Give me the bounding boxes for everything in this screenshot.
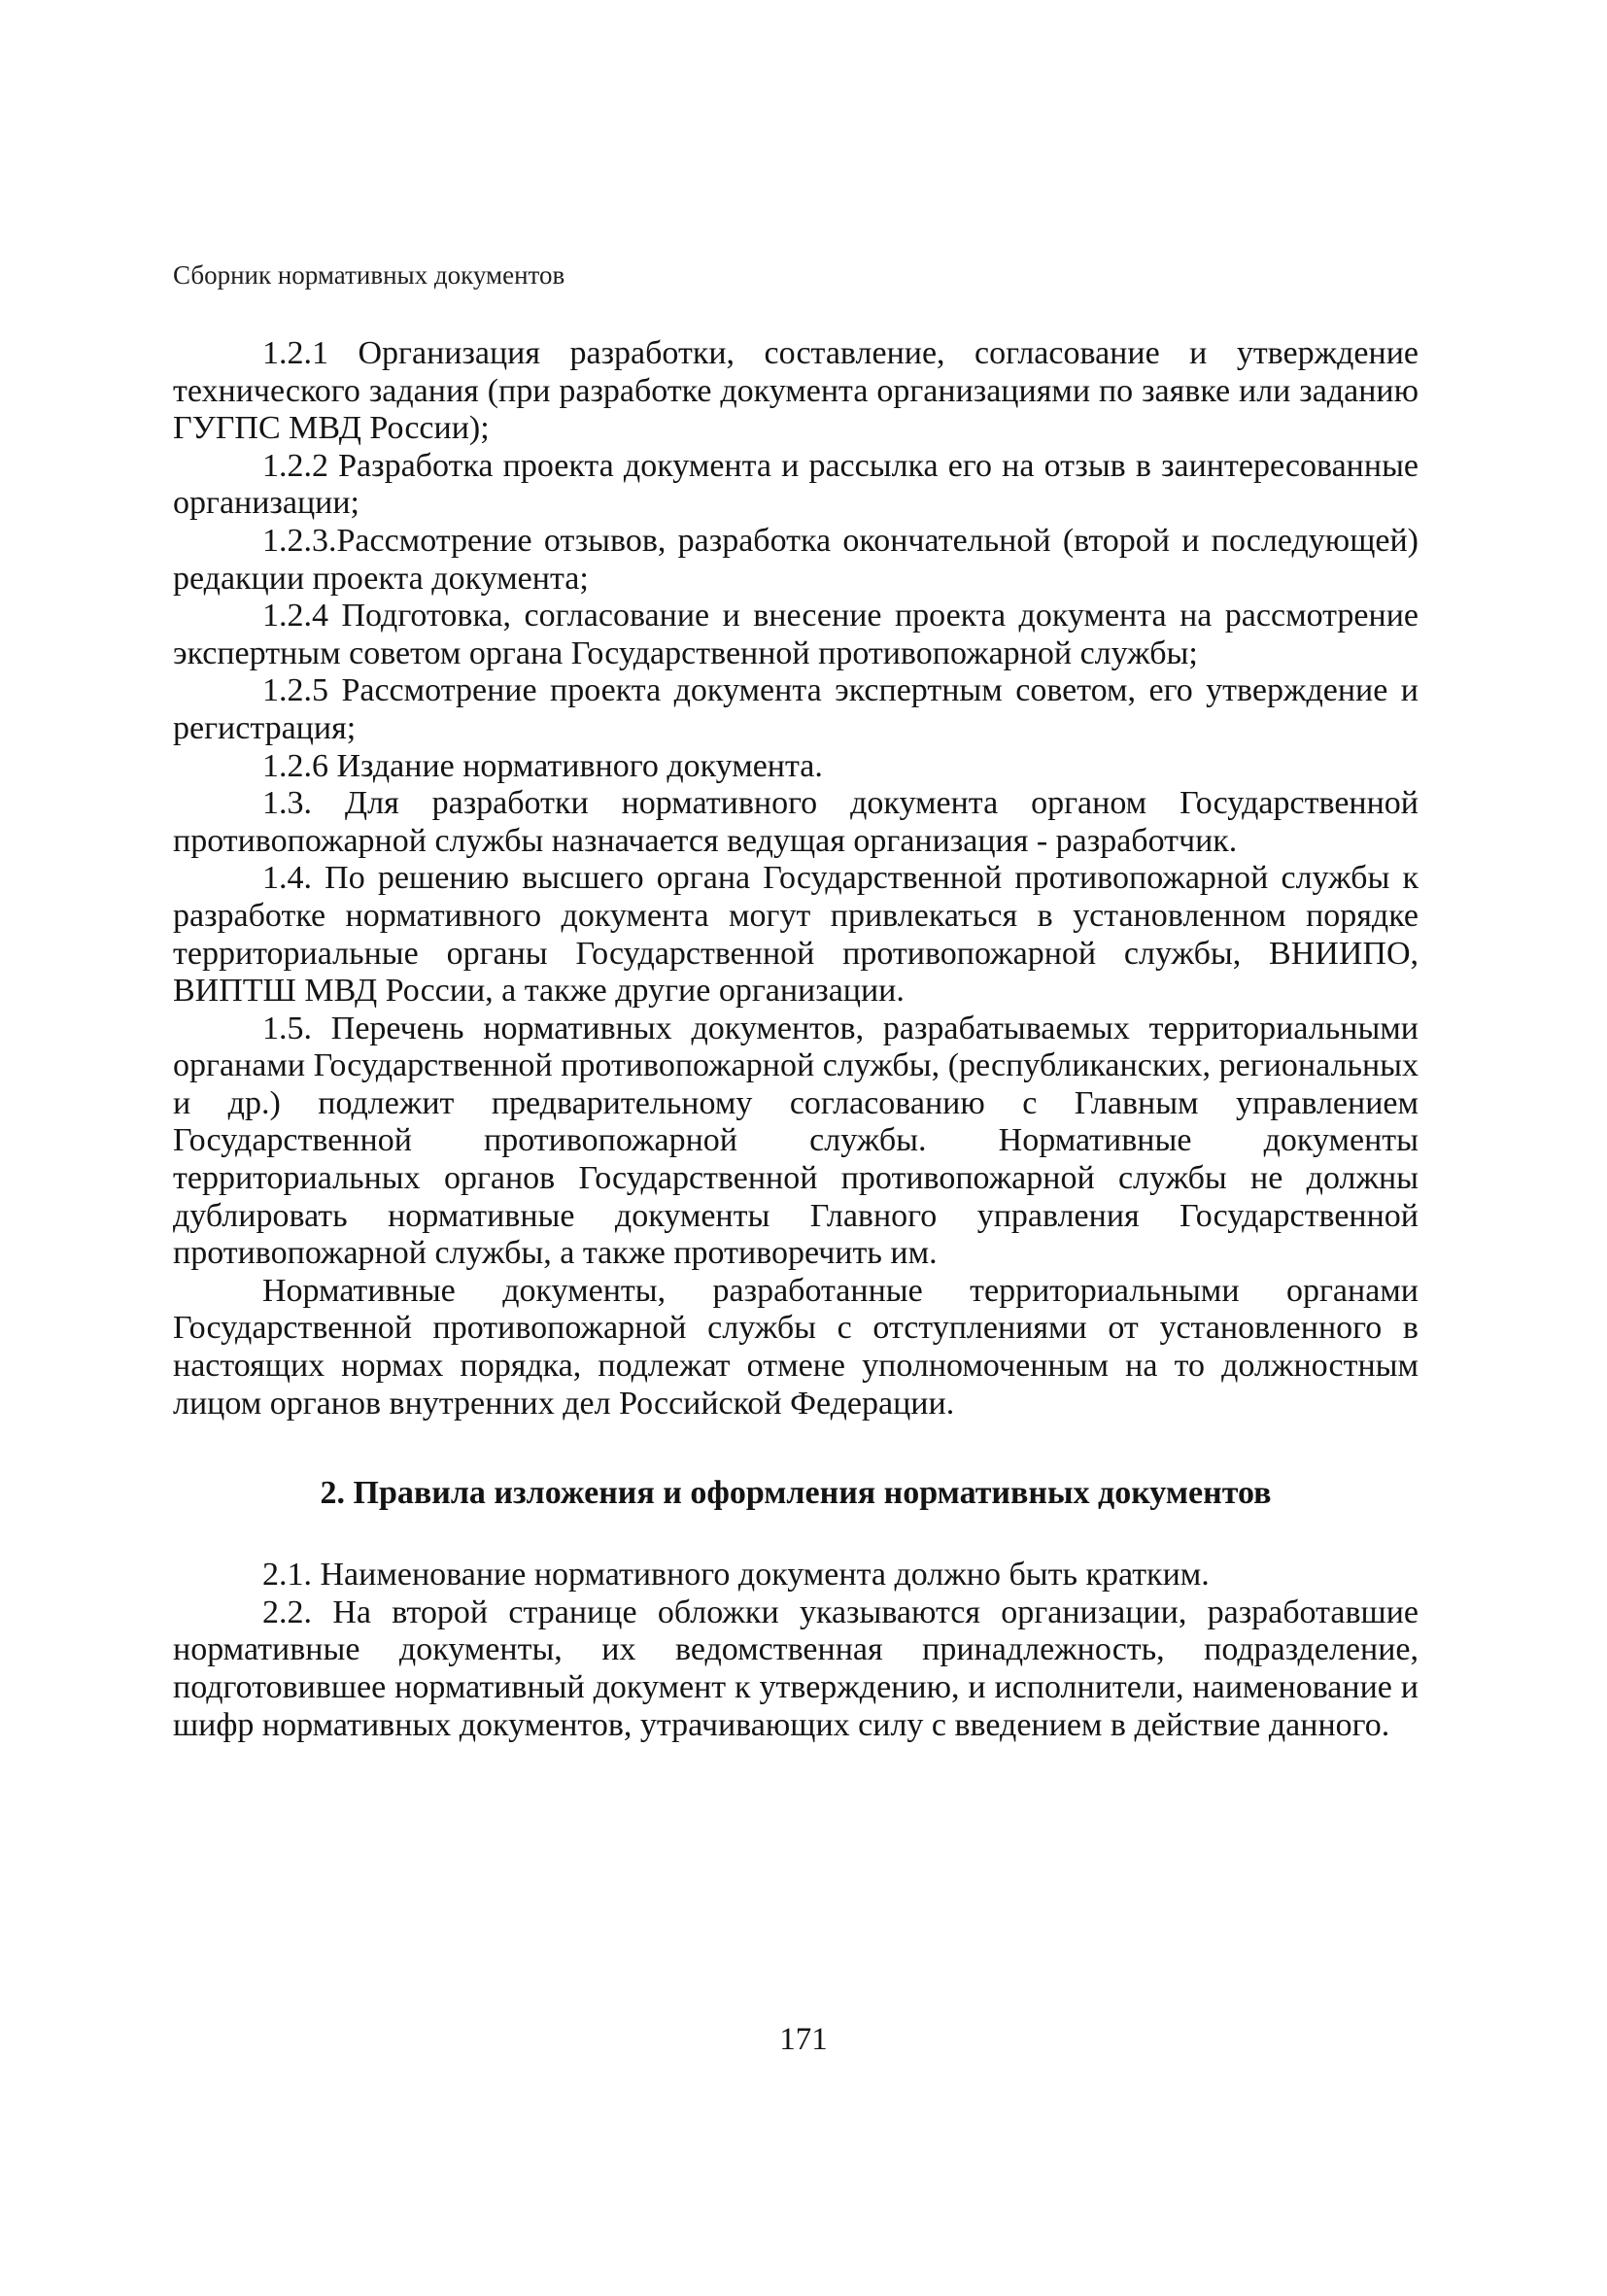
paragraph-1-4: 1.4. По решению высшего органа Государственной противопожарной службы к разработке нормативного документа могут привлекаться в установленном порядке территориальные органы Государственной противопожарной службы, ВНИИПО, ВИПТШ МВД России, а также другие организации. bbox=[173, 860, 1419, 1010]
paragraph-1-5-continued: Нормативные документы, разработанные территориальными органами Государственной противопожарной службы с отступлениями от установленного в настоящих нормах порядка, подлежат отмене уполномоченным на то должностным лицом органов внутренних дел Российской Федерации. bbox=[173, 1272, 1419, 1422]
section-2-heading: 2. Правила изложения и оформления нормативных документов bbox=[320, 1475, 1272, 1512]
paragraph-1-2-3: 1.2.3.Рассмотрение отзывов, разработка окончательной (второй и последующей) редакции проекта документа; bbox=[173, 522, 1419, 597]
paragraph-2-1: 2.1. Наименование нормативного документа должно быть кратким. bbox=[262, 1557, 1210, 1593]
paragraph-1-2-4: 1.2.4 Подготовка, согласование и внесение проекта документа на рассмотрение экспертным советом органа Государственной противопожарной службы; bbox=[173, 598, 1419, 671]
running-header: Сборник нормативных документов bbox=[173, 260, 565, 290]
document-body bbox=[173, 335, 1419, 1744]
paragraph-1-5: 1.5. Перечень нормативных документов, разрабатываемых территориальными органами Государственной противопожарной службы, (республиканских, региональных и др.) подлежит предварительному согласованию с Главным управлением Государственной противопожарной службы. Нормативные документы территориальных органов Государственной противопожарной службы не должны дублировать нормативные документы Главного управления Государственной противопожарной службы, а также противоречить им. bbox=[173, 1010, 1419, 1272]
page-number: 171 bbox=[779, 2022, 828, 2057]
paragraph-1-2-1: 1.2.1 Организация разработки, составление, согласование и утверждение технического задания (при разработке документа организациями по заявке или заданию ГУГПС МВД России); bbox=[173, 335, 1419, 447]
paragraph-1-2-2: 1.2.2 Разработка проекта документа и рассылка его на отзыв в заинтересованные организации; bbox=[173, 447, 1419, 522]
paragraph-2-2: 2.2. На второй странице обложки указываются организации, разработавшие нормативные документы, их ведомственная принадлежность, подразделение, подготовившее нормативный документ к утверждению, и исполнители, наименование и шифр нормативных документов, утрачивающих силу с введением в действие данного. bbox=[173, 1593, 1419, 1743]
paragraph-1-2-6: 1.2.6 Издание нормативного документа. bbox=[262, 747, 823, 784]
paragraph-1-2-5: 1.2.5 Рассмотрение проекта документа экспертным советом, его утверждение и регистрация; bbox=[173, 672, 1419, 746]
paragraph-1-3: 1.3. Для разработки нормативного документа органом Государственной противопожарной службы назначается ведущая организация - разработчик. bbox=[173, 785, 1419, 859]
